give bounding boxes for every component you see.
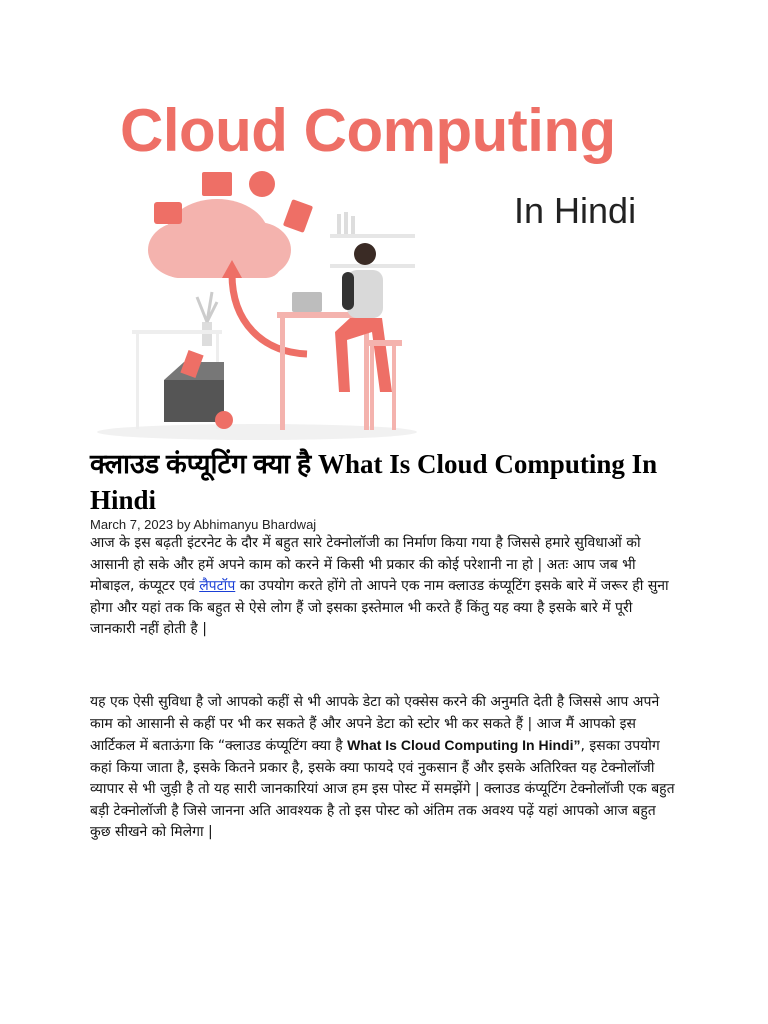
article-paragraph-2 — [90, 692, 680, 844]
hero-subtitle: In Hindi — [514, 190, 637, 231]
paragraph-2-bold: What Is Cloud Computing In Hindi” — [347, 737, 581, 753]
paragraph-2-text-b: , इसका उपयोग कहां किया जाता है, इसके कितने प्रकार है, इसके क्या फायदे एवं नुकसान हैं और इसके अतिरिक्त यह टेक्नोलॉजी व्यापार से भी जुड़ी है तो यह सारी जानकारियां आज हम इस पोस्ट में समझेंगे | क्लाउड कंप्यूटिंग टेक्नोलॉजी एक बहुत बड़ी टेक्नोलॉजी है जिसे जानना अति आवश्यक है तो इस पोस्ट को अंतिम तक अवश्य पढ़ें यहां आपको आज बहुत कुछ सीखने को मिलेगा | — [90, 738, 675, 840]
paragraph-1-text-b: का उपयोग करते होंगे तो आपने एक नाम क्लाउड कंप्यूटिंग इसके बारे में जरूर ही सुना होगा और यहां तक कि बहुत से ऐसे लोग हैं जो इसका इस्तेमाल भी करते हैं किंतु यह क्या है इसके बारे में पूरी जानकारी नहीं होती है | — [90, 578, 669, 637]
cloud-illustration — [92, 162, 422, 442]
article-title: क्लाउड कंप्यूटिंग क्या है What Is Cloud Computing In Hindi — [90, 449, 658, 515]
document-icon — [283, 199, 313, 233]
hero-title-text: Cloud Computing — [120, 97, 616, 164]
paragraph-2-text-a: यह एक ऐसी सुविधा है जो आपको कहीं से भी आपके डेटा को एक्सेस करने की अनुमति देती है जिससे आप अपने काम को आसानी से कहीं पर भी कर सकते हैं और अपने डेटा को स्टोर भी कर सकते हैं | आज मैं आपको इस आर्टिकल में बताऊंगा कि “क्लाउड कंप्यूटिंग क्या है — [90, 694, 660, 754]
article-meta: March 7, 2023 by Abhimanyu Bhardwaj — [90, 517, 317, 532]
article-paragraph-1 — [90, 533, 680, 641]
music-icon — [249, 171, 275, 197]
box-icon — [164, 380, 224, 422]
folder-icon — [154, 202, 182, 224]
hero-title — [120, 96, 616, 165]
laptop-link[interactable]: लैपटॉप — [199, 578, 236, 594]
laptop-icon — [292, 292, 322, 312]
paragraph-1-text-a: आज के इस बढ़ती इंटरनेट के दौर में बहुत सारे टेक्नोलॉजी का निर्माण किया गया है जिससे हमारे सुविधाओं को आसानी हो सके और हमें अपने काम को करने में किसी भी प्रकार की कोई परेशानी ना हो | अतः आप जब भी मोबाइल, कंप्यूटर एवं — [90, 535, 641, 594]
image-icon — [202, 172, 232, 196]
hero-image — [92, 92, 682, 442]
